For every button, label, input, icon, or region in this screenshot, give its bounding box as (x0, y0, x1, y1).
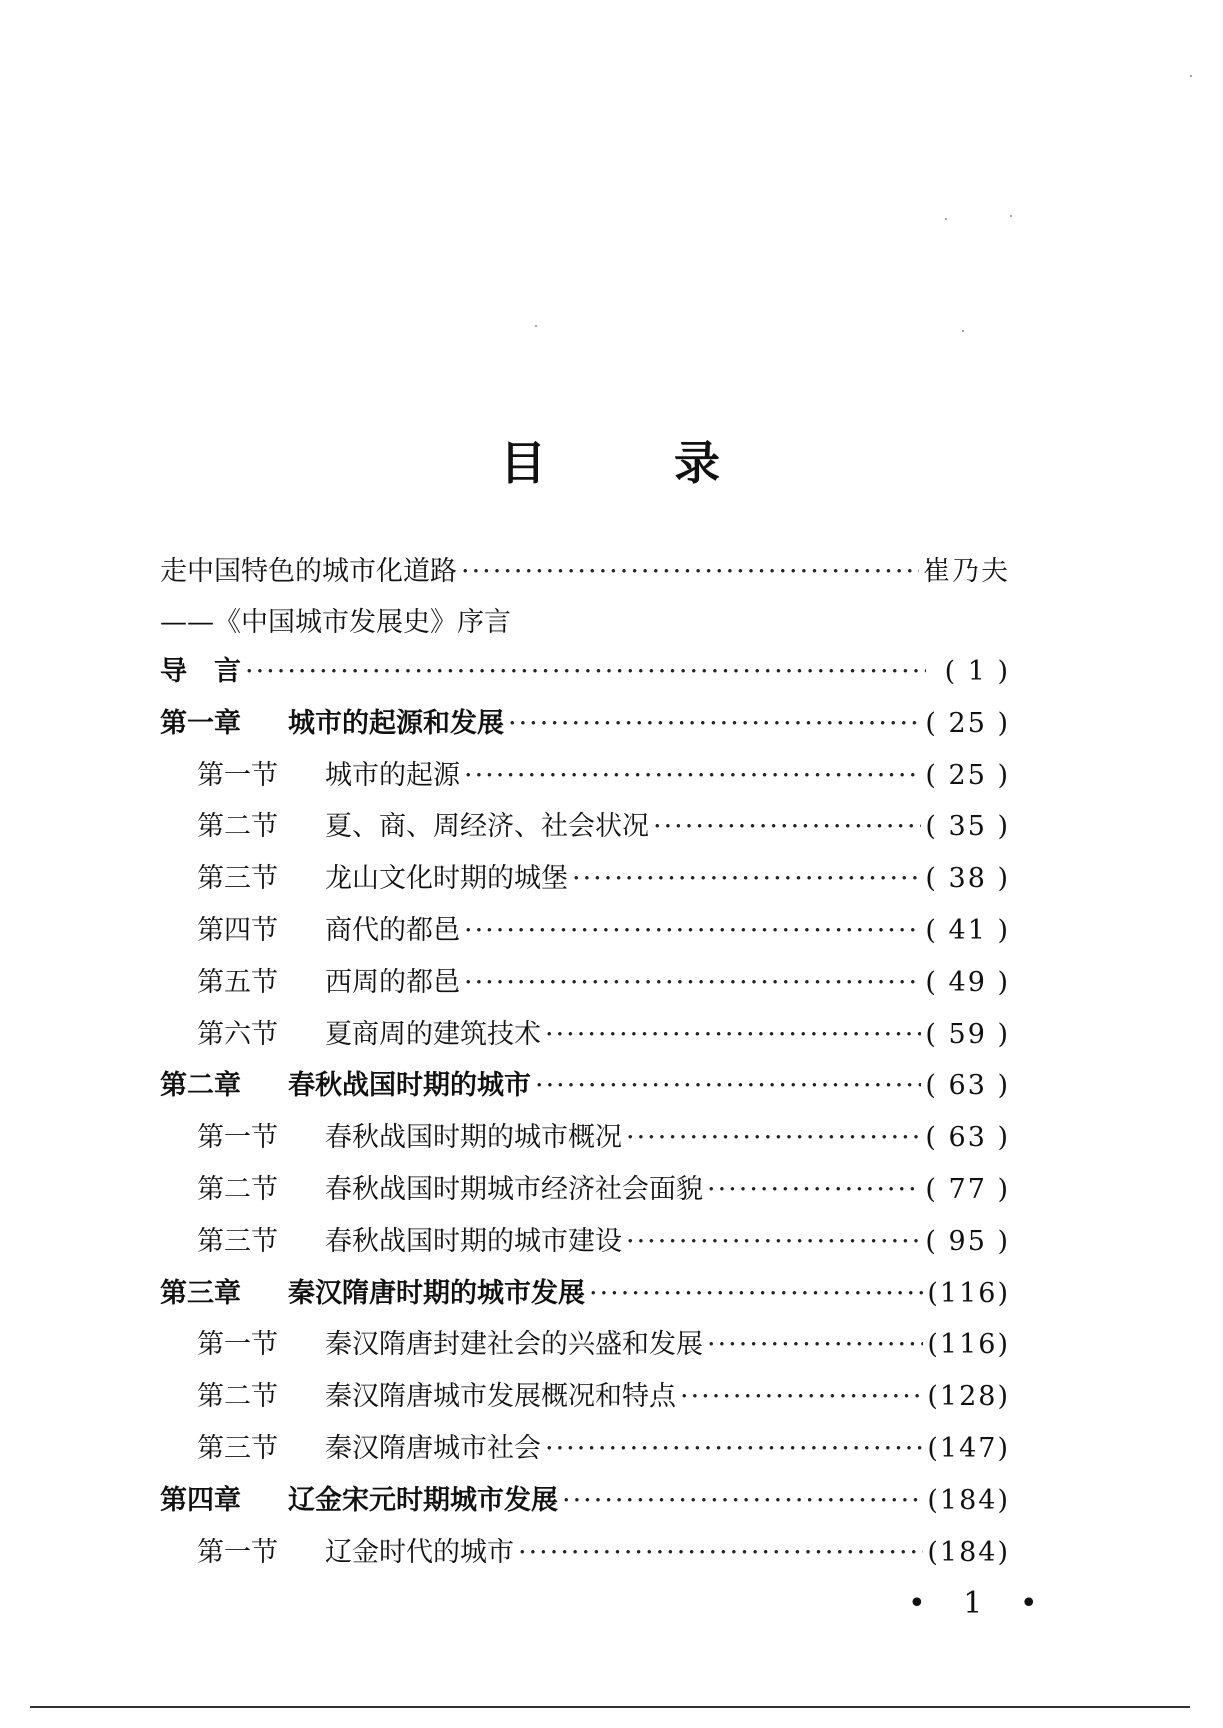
toc-page-number: ( 25 ) (925, 708, 1010, 739)
toc-entry-label: 第三章 (160, 1278, 241, 1309)
toc-chapter-row[interactable] (160, 704, 1010, 744)
scan-speck (1190, 75, 1192, 77)
toc-page-number: ( 25 ) (925, 760, 1010, 791)
toc-entry-heading: 秦汉隋唐封建社会的兴盛和发展 (325, 1329, 703, 1360)
toc-entry-heading: 春秋战国时期的城市 (288, 1070, 531, 1101)
toc-preface-row[interactable] (160, 552, 1010, 592)
toc-entry-label: 第三节 (197, 1226, 278, 1257)
toc-entry-heading: 春秋战国时期的城市概况 (325, 1122, 622, 1153)
toc-page-number: (128) (927, 1381, 1010, 1412)
toc-entry-label: 第三节 (197, 1433, 278, 1464)
toc-page-number: ( 35 ) (925, 811, 1010, 842)
toc-page-number: ( 95 ) (925, 1226, 1010, 1257)
leader-dots (518, 1533, 923, 1573)
toc-page-number: ( 38 ) (925, 863, 1010, 894)
toc-section-row[interactable] (197, 911, 1010, 951)
toc-chapter-row[interactable] (160, 1274, 1010, 1314)
toc-entry-heading: 夏商周的建筑技术 (325, 1019, 541, 1050)
toc-chapter-row[interactable] (160, 1481, 1010, 1521)
toc-entry-label: 第二章 (160, 1070, 241, 1101)
toc-chapter-row[interactable] (160, 652, 1010, 692)
leader-dots (572, 859, 921, 899)
toc-page-number: ( 59 ) (925, 1019, 1010, 1050)
preface-subtitle: ——《中国城市发展史》序言 (160, 607, 511, 638)
leader-dots (680, 1377, 923, 1417)
scan-speck (945, 218, 947, 220)
leader-dots (626, 1222, 921, 1262)
scan-speck (535, 325, 537, 327)
toc-entry-label: 第二节 (197, 1381, 278, 1412)
toc-entry-label: 第一节 (197, 1537, 278, 1568)
preface-author: 崔乃夫 (923, 556, 1010, 587)
toc-section-row[interactable] (197, 1222, 1010, 1262)
toc-section-row[interactable] (197, 1377, 1010, 1417)
toc-entry-heading: 西周的都邑 (325, 967, 460, 998)
toc-chapter-row[interactable] (160, 1066, 1010, 1106)
toc-page-number: ( 1 ) (944, 656, 1010, 687)
toc-entry-label: 第五节 (197, 967, 278, 998)
toc-page-number: (116) (927, 1278, 1010, 1309)
toc-entry-label: 第六节 (197, 1019, 278, 1050)
toc-page-number: ( 63 ) (925, 1070, 1010, 1101)
toc-entry-label: 第三节 (197, 863, 278, 894)
toc-page-number: ( 49 ) (925, 967, 1010, 998)
toc-entry-heading: 秦汉隋唐城市发展概况和特点 (325, 1381, 676, 1412)
toc-entry-label: 第一章 (160, 708, 241, 739)
toc-entry-label: 第二节 (197, 811, 278, 842)
leader-dots (707, 1170, 921, 1210)
toc-section-row[interactable] (197, 756, 1010, 796)
leader-dots (589, 1274, 923, 1314)
leader-dots (545, 1429, 923, 1469)
toc-page-number: ( 41 ) (925, 915, 1010, 946)
toc-section-row[interactable] (197, 1533, 1010, 1573)
toc-entry-label: 第四章 (160, 1485, 241, 1516)
toc-page-number: (184) (927, 1485, 1010, 1516)
toc-entry-heading: 龙山文化时期的城堡 (325, 863, 568, 894)
leader-dots (626, 1118, 921, 1158)
toc-section-row[interactable] (197, 1429, 1010, 1469)
leader-dots (562, 1481, 923, 1521)
leader-dots (464, 911, 921, 951)
toc-entry-heading: 春秋战国时期城市经济社会面貌 (325, 1174, 703, 1205)
toc-page-number: ( 63 ) (925, 1122, 1010, 1153)
leader-dots (545, 1015, 921, 1055)
toc-page-number: (184) (927, 1537, 1010, 1568)
toc-entry-heading: 辽金时代的城市 (325, 1537, 514, 1568)
toc-section-row[interactable] (197, 1118, 1010, 1158)
leader-dots (508, 704, 921, 744)
toc-entry-label: 第四节 (197, 915, 278, 946)
leader-dots (707, 1325, 923, 1365)
leader-dots (535, 1066, 921, 1106)
leader-dots (245, 652, 926, 692)
toc-entry-heading: 城市的起源和发展 (288, 708, 504, 739)
toc-entry-label: 第一节 (197, 1329, 278, 1360)
title-char-2: 录 (674, 436, 720, 490)
toc-page-number: (147) (927, 1433, 1010, 1464)
toc-entry-label: 第二节 (197, 1174, 278, 1205)
toc-entry-heading: 城市的起源 (325, 760, 460, 791)
title-char-1: 目 (500, 436, 546, 490)
toc-entry-heading: 秦汉隋唐时期的城市发展 (288, 1278, 585, 1309)
page-number: • 1 • (908, 1586, 1052, 1621)
toc-entry-heading: 秦汉隋唐城市社会 (325, 1433, 541, 1464)
toc-section-row[interactable] (197, 1325, 1010, 1365)
bottom-rule (30, 1706, 1190, 1708)
toc-entry-heading: 春秋战国时期的城市建设 (325, 1226, 622, 1257)
scan-speck (962, 330, 964, 332)
toc-section-row[interactable] (197, 859, 1010, 899)
toc-section-row[interactable] (197, 1015, 1010, 1055)
toc-page-number: (116) (927, 1329, 1010, 1360)
leader-dots (464, 963, 921, 1003)
toc-section-row[interactable] (197, 1170, 1010, 1210)
scan-speck (1010, 215, 1012, 217)
toc-section-row[interactable] (197, 963, 1010, 1003)
leader-dots (461, 552, 919, 592)
preface-heading: 走中国特色的城市化道路 (160, 556, 457, 587)
leader-dots (653, 807, 921, 847)
toc-section-row[interactable] (197, 807, 1010, 847)
toc-entry-label: 导 言 (160, 656, 241, 687)
toc-page-number: ( 77 ) (925, 1174, 1010, 1205)
toc-entry-label: 第一节 (197, 760, 278, 791)
toc-entry-heading: 商代的都邑 (325, 915, 460, 946)
toc-entry-heading: 辽金宋元时期城市发展 (288, 1485, 558, 1516)
toc-entry-label: 第一节 (197, 1122, 278, 1153)
leader-dots (464, 756, 921, 796)
toc-entry-heading: 夏、商、周经济、社会状况 (325, 811, 649, 842)
